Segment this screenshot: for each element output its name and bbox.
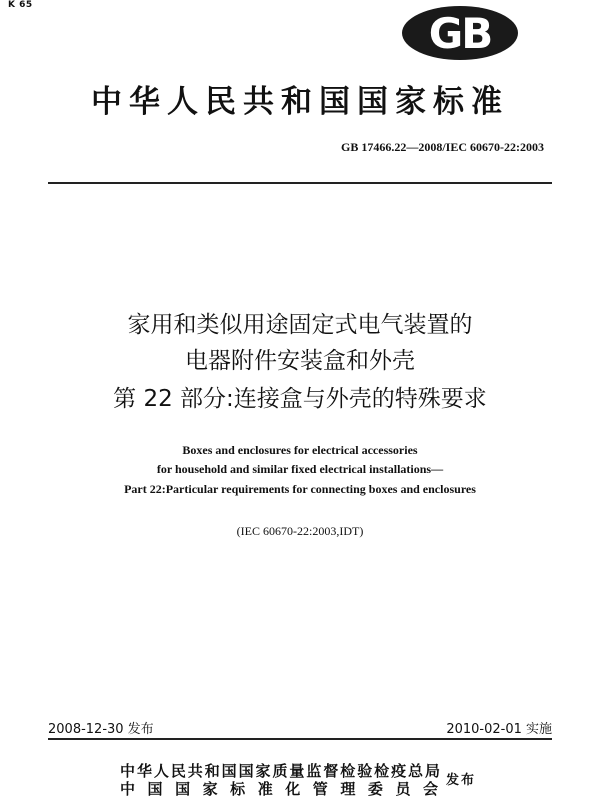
title-zh-line-1: 家用和类似用途固定式电气装置的 xyxy=(127,312,473,338)
title-en-line-1: Boxes and enclosures for electrical accessories xyxy=(182,443,418,457)
issuer-action: 发布 xyxy=(446,773,477,788)
standard-organization: 中华人民共和国国家标准 xyxy=(91,84,509,119)
issue-date: 2008-12-30 发布 xyxy=(48,722,154,737)
title-zh-line-2: 电器附件安装盒和外壳 xyxy=(185,348,415,374)
issuer-line-1: 中华人民共和国国家质量监督检验检疫总局 xyxy=(120,762,440,780)
ics-code: K 65 xyxy=(8,0,33,10)
bottom-divider xyxy=(48,738,552,740)
top-divider xyxy=(48,182,552,184)
standard-number: GB 17466.22—2008/IEC 60670-22:2003 xyxy=(340,140,544,154)
gb-logo xyxy=(400,4,520,62)
title-en-line-3: Part 22:Particular requirements for connecting boxes and enclosures xyxy=(124,482,476,496)
title-en-line-2: for household and similar fixed electrical installations— xyxy=(156,462,444,476)
issuer-line-2: 中国国家标准化管理委员会 xyxy=(120,780,440,798)
adoption-note: (IEC 60670-22:2003,IDT) xyxy=(236,524,364,538)
gb-logo-text: GB xyxy=(428,9,492,58)
implementation-date: 2010-02-01 实施 xyxy=(446,722,552,737)
title-zh-line-3: 第 22 部分:连接盒与外壳的特殊要求 xyxy=(113,386,487,412)
